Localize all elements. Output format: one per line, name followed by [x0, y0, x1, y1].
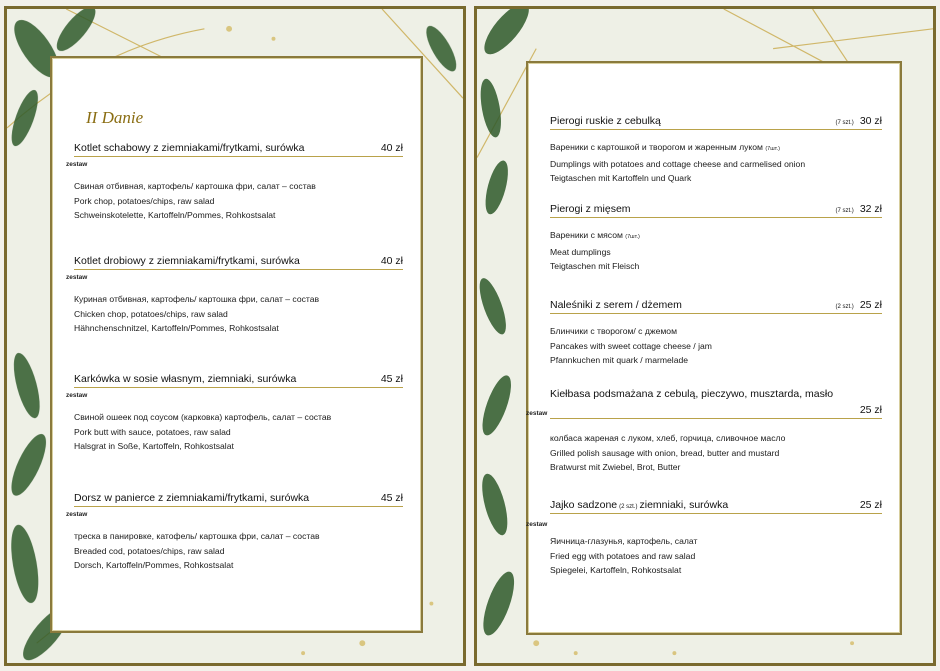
desc-en: Pancakes with sweet cottage cheese / jam	[550, 340, 712, 351]
menu-item-title	[74, 142, 403, 157]
desc-ru: Яичница-глазунья, картофель, салат	[550, 536, 698, 546]
dish-name-part-b: ziemniaki, surówka	[639, 499, 729, 511]
desc-de: Bratwurst mit Zwiebel, Brot, Butter	[550, 462, 681, 472]
dish-price: 32 zł	[859, 203, 882, 215]
desc-de: Teigtaschen mit Kartoffeln und Quark	[550, 173, 692, 183]
dish-name: Dorsz w panierce z ziemniakami/frytkami, surówka	[74, 492, 310, 504]
menu-page-right	[474, 6, 936, 666]
dish-price: 30 zł	[859, 115, 882, 127]
desc-en: Pork butt with sauce, potatoes, raw salad	[74, 426, 231, 437]
desc-ru: Свиной ошеек под соусом (карковка) картофель, салат – состав	[74, 412, 332, 422]
dish-quantity: (2 szt.)	[835, 304, 854, 310]
desc-ru	[550, 228, 882, 245]
dish-name: Kotlet drobiowy z ziemniakami/frytkami, surówka	[74, 255, 300, 267]
dish-description	[550, 140, 882, 186]
menu-item-title	[74, 492, 403, 507]
set-tag: zestaw	[526, 410, 548, 417]
menu-item-price-row	[550, 404, 882, 419]
set-tag: zestaw	[66, 274, 88, 281]
dish-name: Pierogi ruskie z cebulką	[550, 115, 661, 127]
dish-price: 45 zł	[380, 492, 403, 504]
dish-name: Pierogi z mięsem	[550, 203, 631, 215]
dish-description	[550, 431, 882, 475]
dish-description	[550, 534, 882, 578]
desc-en: Dumplings with potatoes and cottage cheese and carmelised onion	[550, 158, 806, 169]
desc-de: Halsgrat in Soße, Kartoffeln, Rohkostsalat	[74, 441, 234, 451]
menu-item-title	[74, 255, 403, 270]
desc-de: Hähnchenschnitzel, Kartoffeln/Pommes, Rohkostsalat	[74, 323, 279, 333]
dish-name: Naleśniki z serem / dżemem	[550, 299, 682, 311]
desc-ru-note: (7шт.)	[765, 146, 780, 152]
dish-description	[550, 228, 882, 274]
dish-price: 25 zł	[859, 499, 882, 511]
menu-item-title	[550, 388, 882, 404]
set-tag: zestaw	[526, 521, 548, 528]
desc-de: Pfannkuchen mit quark / marmelade	[550, 355, 689, 365]
menu-item	[66, 142, 403, 223]
dish-quantity: (2 szt.)	[619, 504, 638, 510]
dish-quantity: (7 szt.)	[835, 208, 854, 214]
dish-price: 25 zł	[859, 404, 882, 416]
menu-item-title	[550, 299, 882, 314]
dish-description	[74, 179, 403, 223]
dish-name: Kotlet schabowy z ziemniakami/frytkami, surówka	[74, 142, 305, 154]
desc-ru: Блинчики с творогом/ с джемом	[550, 326, 677, 336]
desc-de: Spiegelei, Kartoffeln, Rohkostsalat	[550, 565, 682, 575]
menu-card-left	[50, 56, 423, 633]
desc-ru	[550, 140, 882, 157]
desc-en: Grilled polish sausage with onion, bread, butter and mustard	[550, 447, 780, 458]
menu-item	[526, 499, 882, 578]
desc-de: Teigtaschen mit Fleisch	[550, 261, 640, 271]
dish-quantity: (7 szt.)	[835, 120, 854, 126]
desc-ru-text: Вареники с картошкой и творогом и жаренным луком	[550, 142, 763, 152]
dish-name: Kiełbasa podsmażana z cebulą, pieczywo, musztarda, masło	[550, 388, 834, 400]
section-heading: II Danie	[86, 108, 144, 127]
dish-name: Karkówka w sosie własnym, ziemniaki, surówka	[74, 373, 297, 385]
menu-item	[66, 255, 403, 336]
dish-name	[550, 499, 728, 511]
desc-en: Meat dumplings	[550, 246, 611, 257]
dish-price: 40 zł	[380, 142, 403, 154]
desc-ru-note: (7шт.)	[625, 234, 640, 240]
menu-item	[66, 373, 403, 454]
menu-item-title	[550, 203, 882, 218]
dish-description	[74, 410, 403, 454]
menu-item	[550, 299, 882, 368]
menu-item	[526, 388, 882, 475]
desc-en: Fried egg with potatoes and raw salad	[550, 550, 696, 561]
dish-price: 40 zł	[380, 255, 403, 267]
dish-description	[74, 292, 403, 336]
dish-description	[550, 324, 882, 368]
menu-page-left	[4, 6, 466, 666]
menu-item-title	[550, 115, 882, 130]
menu-card-right	[526, 61, 902, 635]
set-tag: zestaw	[66, 511, 88, 518]
desc-en: Chicken chop, potatoes/chips, raw salad	[74, 308, 228, 319]
menu-item	[66, 492, 403, 573]
desc-de: Dorsch, Kartoffeln/Pommes, Rohkostsalat	[74, 560, 234, 570]
dish-name-part-a: Jajko sadzone	[550, 499, 618, 511]
desc-ru-text: Вареники с мясом	[550, 230, 623, 240]
dish-description	[74, 529, 403, 573]
desc-en: Pork chop, potatoes/chips, raw salad	[74, 195, 215, 206]
menu-item-title	[550, 499, 882, 514]
desc-ru: треска в панировке, катофель/ картошка фри, салат – состав	[74, 531, 320, 541]
set-tag: zestaw	[66, 392, 88, 399]
desc-ru: Куриная отбивная, картофель/ картошка фри, салат – состав	[74, 294, 320, 304]
set-tag: zestaw	[66, 161, 88, 168]
desc-en: Breaded cod, potatoes/chips, raw salad	[74, 545, 225, 556]
menu-item	[550, 203, 882, 274]
desc-ru: колбаса жареная с луком, хлеб, горчица, сливочное масло	[550, 433, 786, 443]
desc-ru: Свиная отбивная, картофель/ картошка фри, салат – состав	[74, 181, 316, 191]
dish-price: 45 zł	[380, 373, 403, 385]
menu-item	[550, 115, 882, 186]
menu-item-title	[74, 373, 403, 388]
dish-price: 25 zł	[859, 299, 882, 311]
desc-de: Schweinskotelette, Kartoffeln/Pommes, Rohkostsalat	[74, 210, 276, 220]
